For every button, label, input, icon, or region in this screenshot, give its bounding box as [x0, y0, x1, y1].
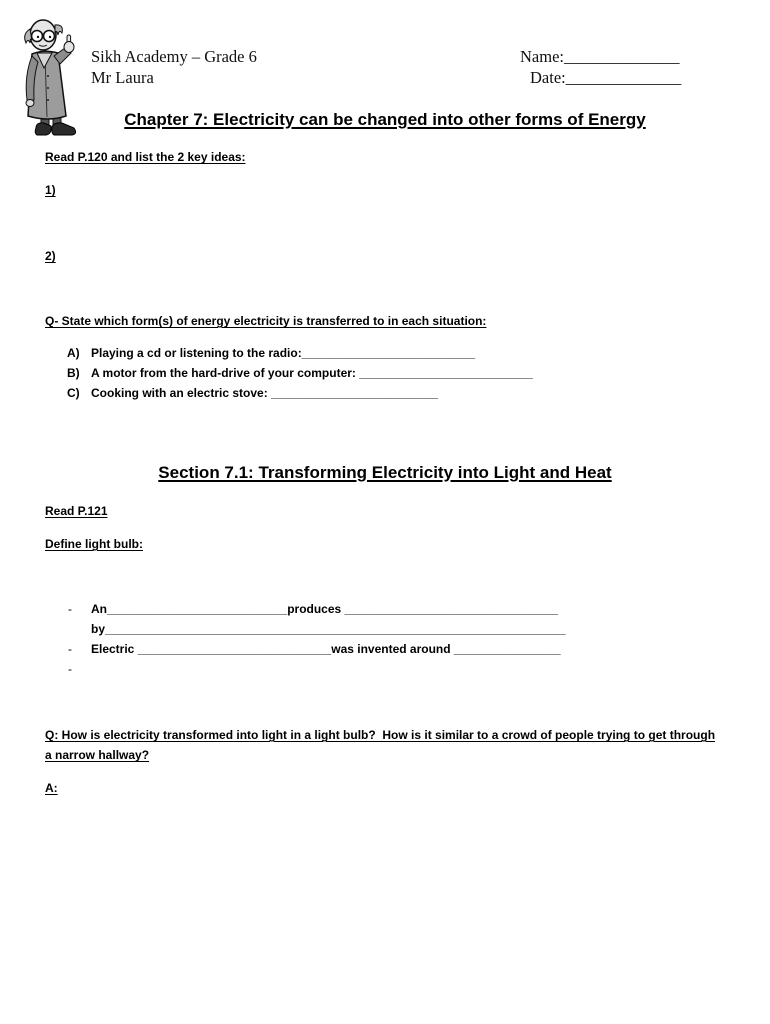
- chapter-title: Chapter 7: Electricity can be changed into other forms of Energy: [124, 110, 646, 129]
- bullet-list: [68, 599, 566, 679]
- list-item: [67, 343, 533, 363]
- list-item: [68, 599, 566, 639]
- bullet-dash: -: [68, 602, 72, 616]
- answer-label: A:: [45, 781, 58, 795]
- key-idea-2-label: 2): [45, 249, 56, 263]
- list-marker: C): [67, 386, 80, 400]
- list-item: [67, 363, 533, 383]
- energy-forms-question: Q- State which form(s) of energy electricity is transferred to in each situation:: [45, 314, 487, 328]
- list-item: [68, 659, 566, 679]
- reading-instruction: Read P.120 and list the 2 key ideas:: [45, 150, 246, 164]
- list-item: [68, 639, 566, 659]
- define-prompt: Define light bulb:: [45, 537, 143, 551]
- light-bulb-question: [45, 725, 715, 765]
- date-field: Date:______________: [530, 68, 682, 87]
- bullet-dash: -: [68, 642, 72, 656]
- situation-text: A motor from the hard-drive of your computer: __________________________: [91, 366, 533, 380]
- list-marker: B): [67, 366, 80, 380]
- list-marker: A): [67, 346, 80, 360]
- teacher-name: Mr Laura: [91, 68, 154, 87]
- bullet-dash: -: [68, 662, 72, 676]
- raised-hand: [54, 35, 74, 64]
- list-item: [67, 383, 533, 403]
- section-title: Section 7.1: Transforming Electricity into Light and Heat: [158, 463, 612, 482]
- name-field: Name:______________: [520, 47, 680, 66]
- fill-in-line: Electric _____________________________was invented around ________________: [91, 642, 561, 656]
- key-idea-1-label: 1): [45, 183, 56, 197]
- situation-list: [67, 343, 533, 403]
- school-name: Sikh Academy – Grade 6: [91, 47, 257, 66]
- question-line: a narrow hallway?: [45, 748, 150, 762]
- situation-text: Cooking with an electric stove: _________________________: [91, 386, 438, 400]
- question-line: Q: How is electricity transformed into light in a light bulb? How is it similar to a crowd of people trying to get through: [45, 728, 716, 742]
- fill-in-line: An___________________________produces ________________________________: [91, 602, 559, 616]
- fill-in-line: by_____________________________________________________________________: [91, 622, 566, 636]
- situation-text: Playing a cd or listening to the radio:__________________________: [91, 346, 476, 360]
- reading-reference: Read P.121: [45, 504, 108, 518]
